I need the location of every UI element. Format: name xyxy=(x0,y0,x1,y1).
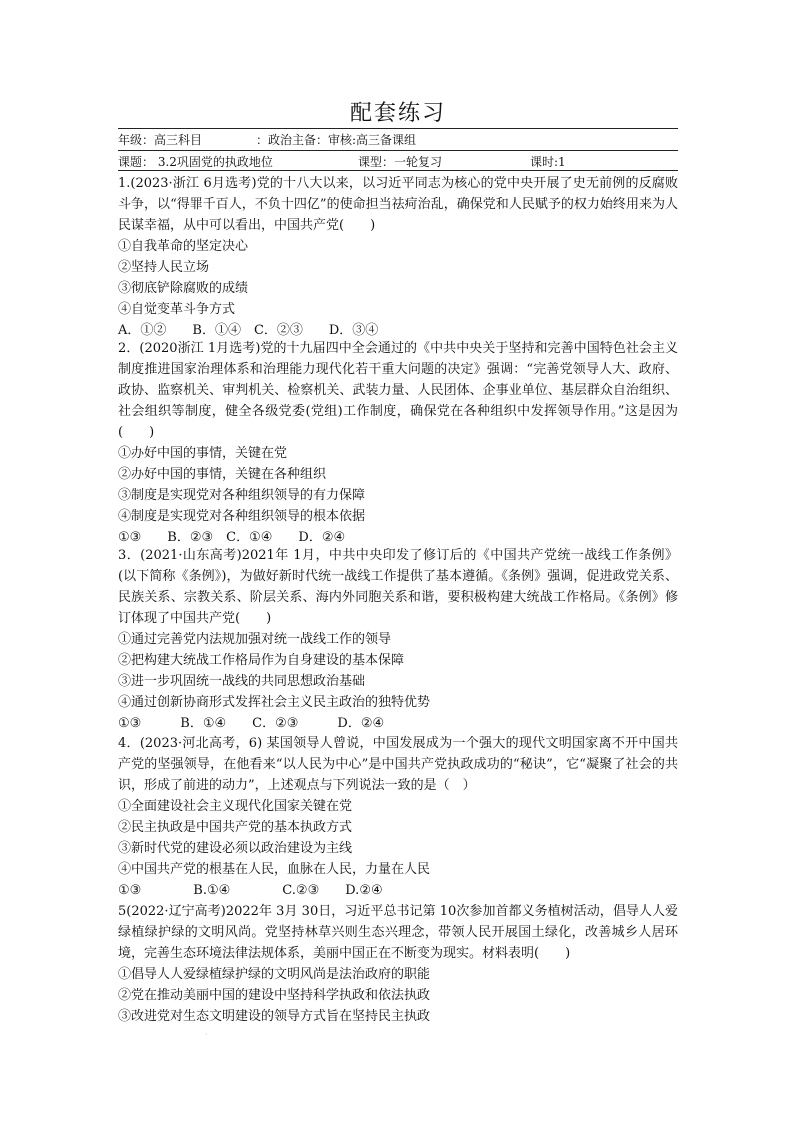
option: ④中国共产党的根基在人民，血脉在人民，力量在人民 xyxy=(118,862,431,877)
grade-subject: 年级：高三科目 xyxy=(118,133,203,147)
option: ①全面建设社会主义现代化国家关键在党 xyxy=(118,799,353,814)
lesson-type: 课型：一轮复习 xyxy=(358,155,443,169)
option: ②办好中国的事情，关键在各种组织 xyxy=(118,467,327,482)
header-row-1 xyxy=(118,131,416,148)
question-stem: 3．(2021·山东高考)2021年 1月，中共中央印发了修订后的《中国共产党统一战线工作条例》(以下简称《条例》)，为做好新时代统一战线工作提供了基本遵循。《条例》强调，促进政党关系、民族关系、宗教关系、阶层关系、海内外同胞关系和谐，要积极构建大统战工作格局。《条例》修订体现了中国共产党( ) xyxy=(118,548,678,626)
option: ①自我革命的坚定决心 xyxy=(118,239,249,254)
option: ①通过完善党内法规加强对统一战线工作的领导 xyxy=(118,632,392,647)
question-stem: 2．(2020浙江 1月选考)党的十九届四中全会通过的《中共中央关于坚持和完善中国特色社会主义制度推进国家治理体系和治理能力现代化若干重大问题的决定》强调：“完善党领导人大、政府、政协、监察机关、审判机关、检察机关、武装力量、人民团体、企事业单位、基层群众自治组织、社会组织等制度，健全各级党委(党组)工作制度，确保党在各种组织中发挥领导作用。”这是因为( ) xyxy=(118,341,678,440)
answer-choices: A．①② B．①④ C．②③ D．③④ xyxy=(118,323,379,338)
question-4 xyxy=(118,733,678,901)
option: ②民主执政是中国共产党的基本执政方式 xyxy=(118,820,353,835)
lesson-topic: 课题： 3.2巩固党的执政地位 xyxy=(118,155,273,169)
header-rule xyxy=(118,150,678,151)
option: ③改进党对生态文明建设的领导方式旨在坚持民主执政 xyxy=(118,1009,431,1024)
option: ③彻底铲除腐败的成绩 xyxy=(118,281,249,296)
option: ④制度是实现党对各种组织领导的根本依据 xyxy=(118,509,366,524)
option: ③新时代党的建设必须以政治建设为主线 xyxy=(118,841,353,856)
question-5 xyxy=(118,901,678,1027)
question-stem: 4．(2023·河北高考，6) 某国领导人曾说，中国发展成为一个强大的现代文明国家离不开中国共产党的坚强领导，在他看来“以人民为中心”是中国共产党执政成功的“秘诀”，它“凝聚了社会的共识，形成了前进的动力”，上述观点与下列说法一致的是（ ） xyxy=(118,736,678,793)
preparer-reviewer: ：政治主备：审核:高三备课组 xyxy=(256,133,417,147)
option: ②党在推动美丽中国的建设中坚持科学执政和依法执政 xyxy=(118,988,431,1003)
question-2 xyxy=(118,338,678,548)
header-row-2 xyxy=(118,153,566,170)
option: ③制度是实现党对各种组织领导的有力保障 xyxy=(118,488,366,503)
header-rule-2 xyxy=(118,170,678,171)
answer-choices: ①③ B.①④ C.②③ D.②④ xyxy=(118,883,383,898)
answer-choices: ①③ B．①④ C．②③ D．②④ xyxy=(118,716,385,731)
option: ④自觉变革斗争方式 xyxy=(118,302,236,317)
lesson-hours: 课时:1 xyxy=(530,155,566,169)
option: ④通过创新协商形式发挥社会主义民主政治的独特优势 xyxy=(118,695,431,710)
question-stem: 1.(2023·浙江 6月选考)党的十八大以来，以习近平同志为核心的党中央开展了史无前例的反腐败斗争，以“得罪千百人，不负十四亿”的使命担当祛疴治乱，确保党和人民赋予的权力始终用来为人民谋幸福，从中可以看出，中国共产党( ) xyxy=(118,176,678,233)
option: ①倡导人人爱绿植绿护绿的文明风尚是法治政府的职能 xyxy=(118,967,431,982)
title-rule xyxy=(118,128,678,129)
page-title: 配套练习 xyxy=(349,101,446,126)
answer-choices: ①③ B．②③ C．①④ D．②④ xyxy=(118,530,346,545)
option: ②把构建大统战工作格局作为自身建设的基本保障 xyxy=(118,653,405,668)
option: ②坚持人民立场 xyxy=(118,260,210,275)
scan-mark: · xyxy=(205,1030,208,1039)
question-3 xyxy=(118,545,678,734)
option: ③进一步巩固统一战线的共同思想政治基础 xyxy=(118,674,366,689)
option: ①办好中国的事情，关键在党 xyxy=(118,446,288,461)
question-stem: 5(2022·辽宁高考)2022年 3月 30日，习近平总书记第 10次参加首都义务植树活动，倡导人人爱绿植绿护绿的文明风尚。党坚持林草兴则生态兴理念，带领人民开展国土绿化，改善城乡人居环境，完善生态环境法律法规体系，美丽中国正在不断变为现实。材料表明( ) xyxy=(118,904,678,961)
question-1 xyxy=(118,173,678,341)
